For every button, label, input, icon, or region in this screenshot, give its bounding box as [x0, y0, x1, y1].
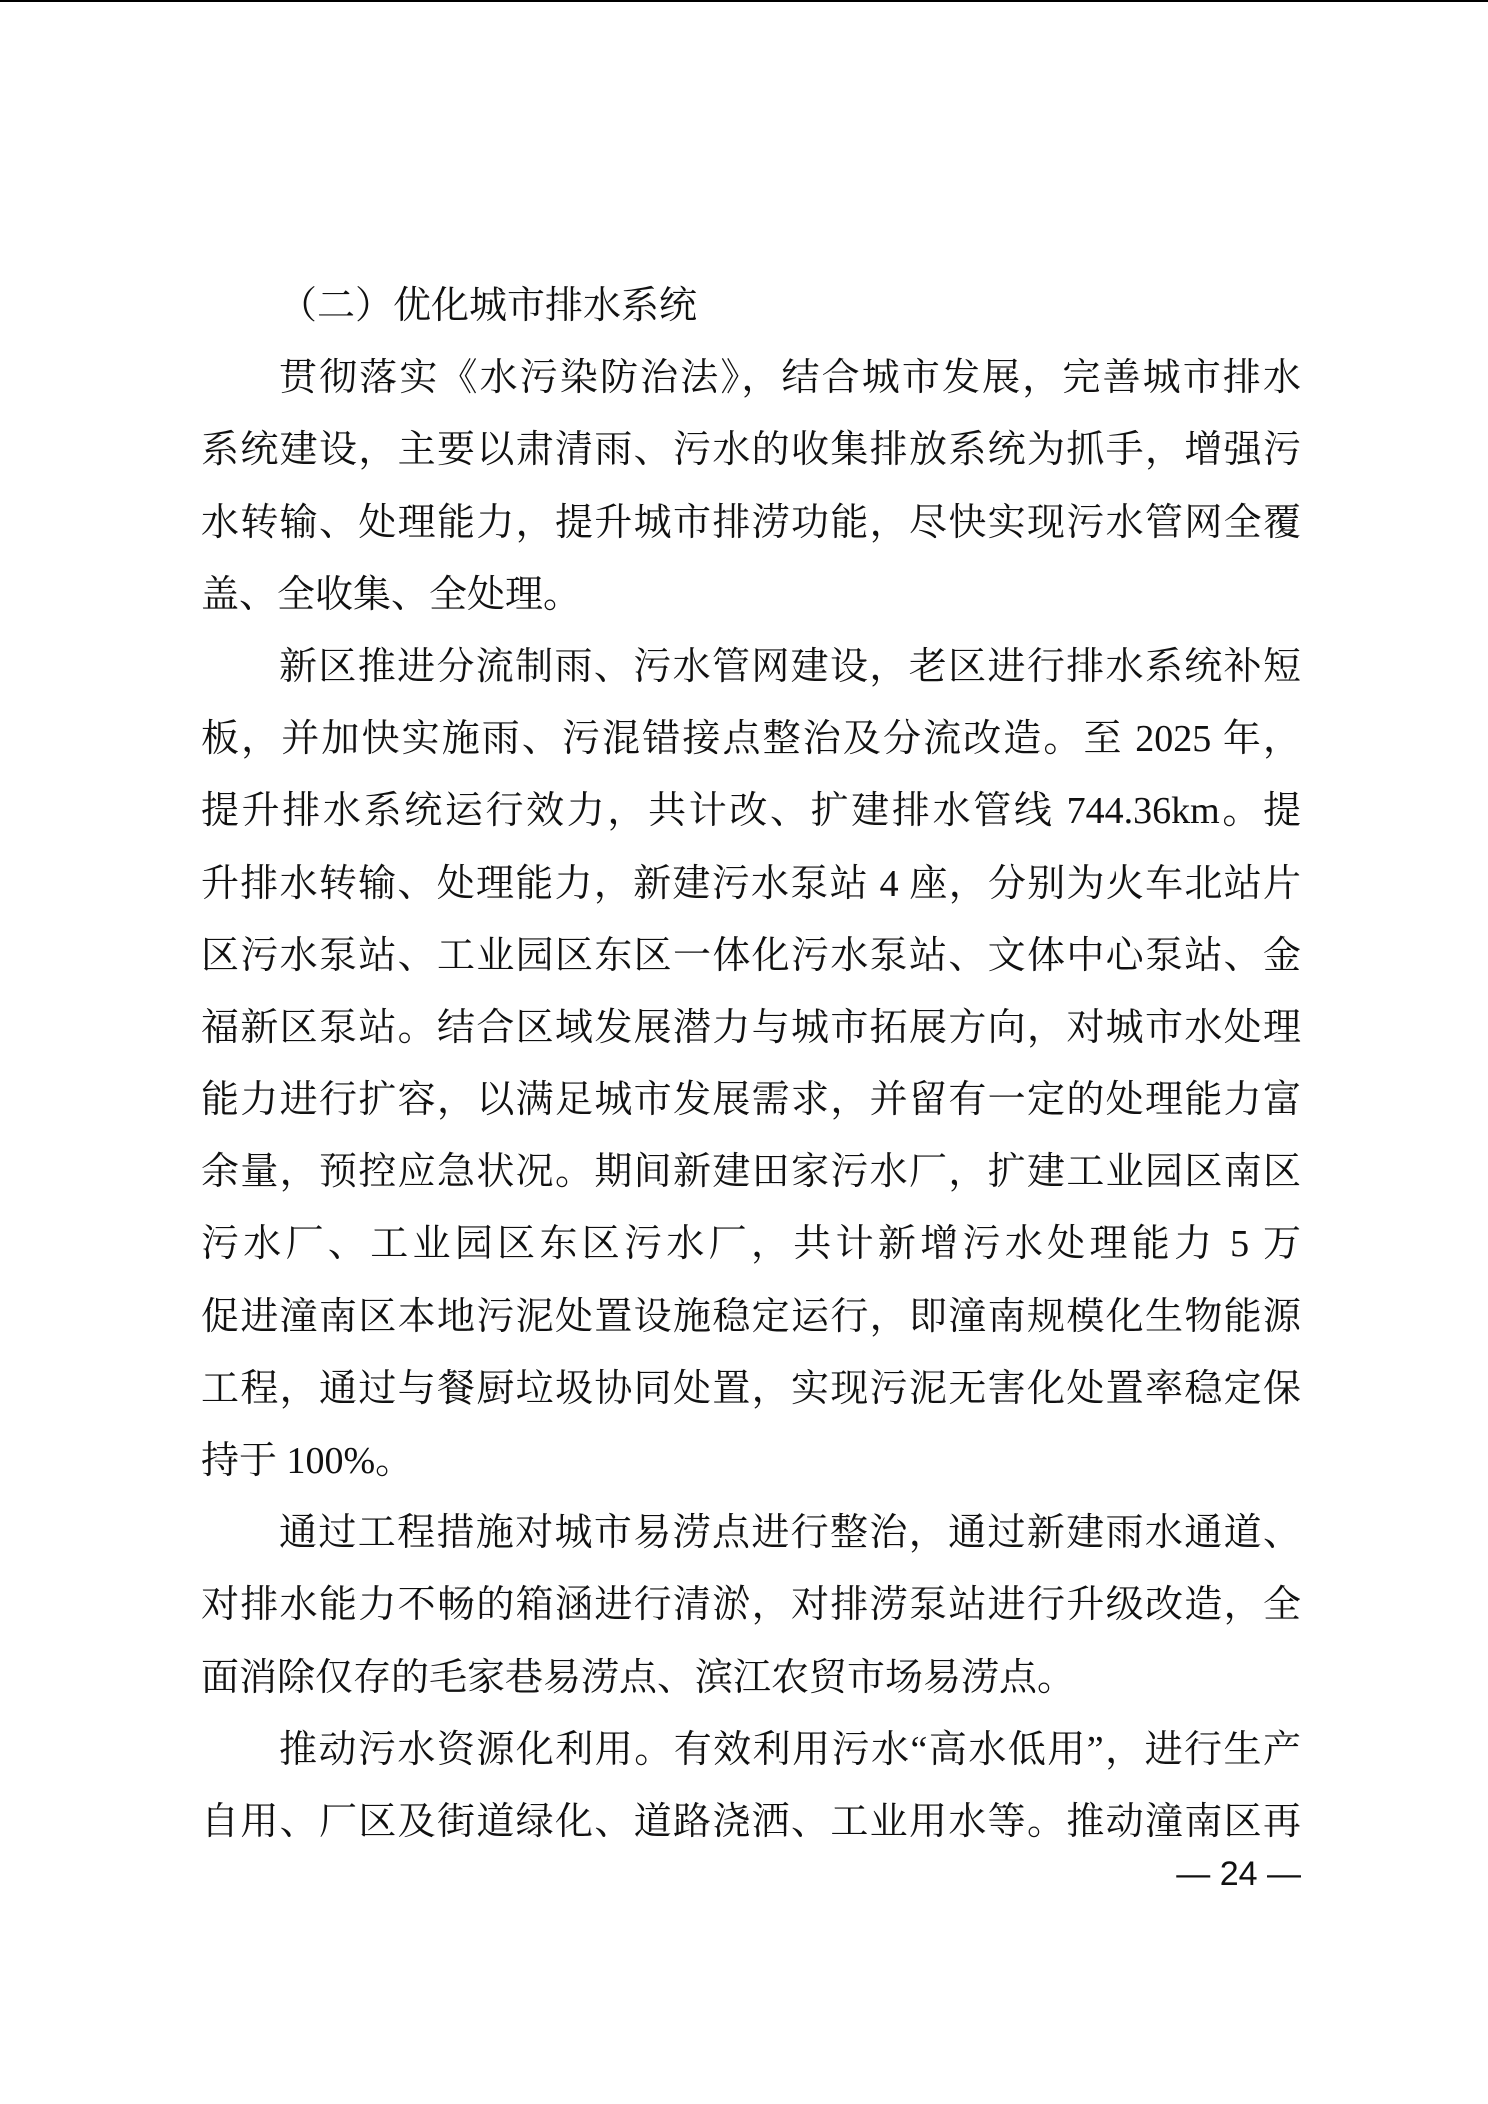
paragraph-line: 工程，通过与餐厨垃圾协同处置，实现污泥无害化处置率稳定保 — [201, 1367, 1301, 1410]
paragraph-line: 水转输、处理能力，提升城市排涝功能，尽快实现污水管网全覆 — [201, 501, 1301, 544]
paragraph — [201, 1714, 1301, 1858]
paragraph-line: 盖、全收集、全处理。 — [201, 573, 582, 616]
paragraph-line: 持于 100%。 — [201, 1440, 414, 1482]
paragraph-line: 区污水泵站、工业园区东区一体化污水泵站、文体中心泵站、金 — [201, 934, 1301, 977]
page-number: — 24 — — [1176, 1855, 1301, 1893]
paragraph-line: 提升排水系统运行效力，共计改、扩建排水管线 744.36km。提 — [201, 790, 1301, 833]
paragraph-line: 新区推进分流制雨、污水管网建设，老区进行排水系统补短 — [279, 645, 1301, 688]
paragraph-line: 污水厂、工业园区东区污水厂，共计新增污水处理能力 5 万 — [201, 1223, 1301, 1266]
paragraph-line: 升排水转输、处理能力，新建污水泵站 4 座，分别为火车北站片 — [201, 862, 1301, 905]
paragraph-line: 贯彻落实《水污染防治法》，结合城市发展，完善城市排水 — [279, 357, 1301, 400]
body-text — [201, 270, 1301, 1858]
paragraph — [201, 631, 1301, 1497]
paragraph-line: 对排水能力不畅的箱涵进行清淤，对排涝泵站进行升级改造，全 — [201, 1584, 1301, 1627]
paragraph-line: 自用、厂区及街道绿化、道路浇洒、工业用水等。推动潼南区再 — [201, 1800, 1301, 1843]
paragraph-line: 板，并加快实施雨、污混错接点整治及分流改造。至 2025 年， — [201, 718, 1301, 761]
paragraph — [201, 342, 1301, 631]
paragraph-line: 面消除仅存的毛家巷易涝点、滨江农贸市场易涝点。 — [201, 1656, 1076, 1699]
paragraph — [201, 1497, 1301, 1714]
paragraph-line: 通过工程措施对城市易涝点进行整治，通过新建雨水通道、 — [279, 1512, 1301, 1555]
paragraph-line: 能力进行扩容，以满足城市发展需求，并留有一定的处理能力富 — [201, 1079, 1301, 1122]
section-heading: （二）优化城市排水系统 — [279, 285, 698, 327]
paragraph-line: 促进潼南区本地污泥处置设施稳定运行，即潼南规模化生物能源 — [201, 1295, 1301, 1338]
paragraph-line: 余量，预控应急状况。期间新建田家污水厂，扩建工业园区南区 — [201, 1151, 1301, 1194]
page-top-edge — [0, 0, 1488, 2]
paragraph-line: 福新区泵站。结合区域发展潜力与城市拓展方向，对城市水处理 — [201, 1006, 1301, 1049]
paragraph-line: 系统建设，主要以肃清雨、污水的收集排放系统为抓手，增强污 — [201, 429, 1301, 472]
paragraph-line: 推动污水资源化利用。有效利用污水“高水低用”，进行生产 — [279, 1728, 1301, 1771]
